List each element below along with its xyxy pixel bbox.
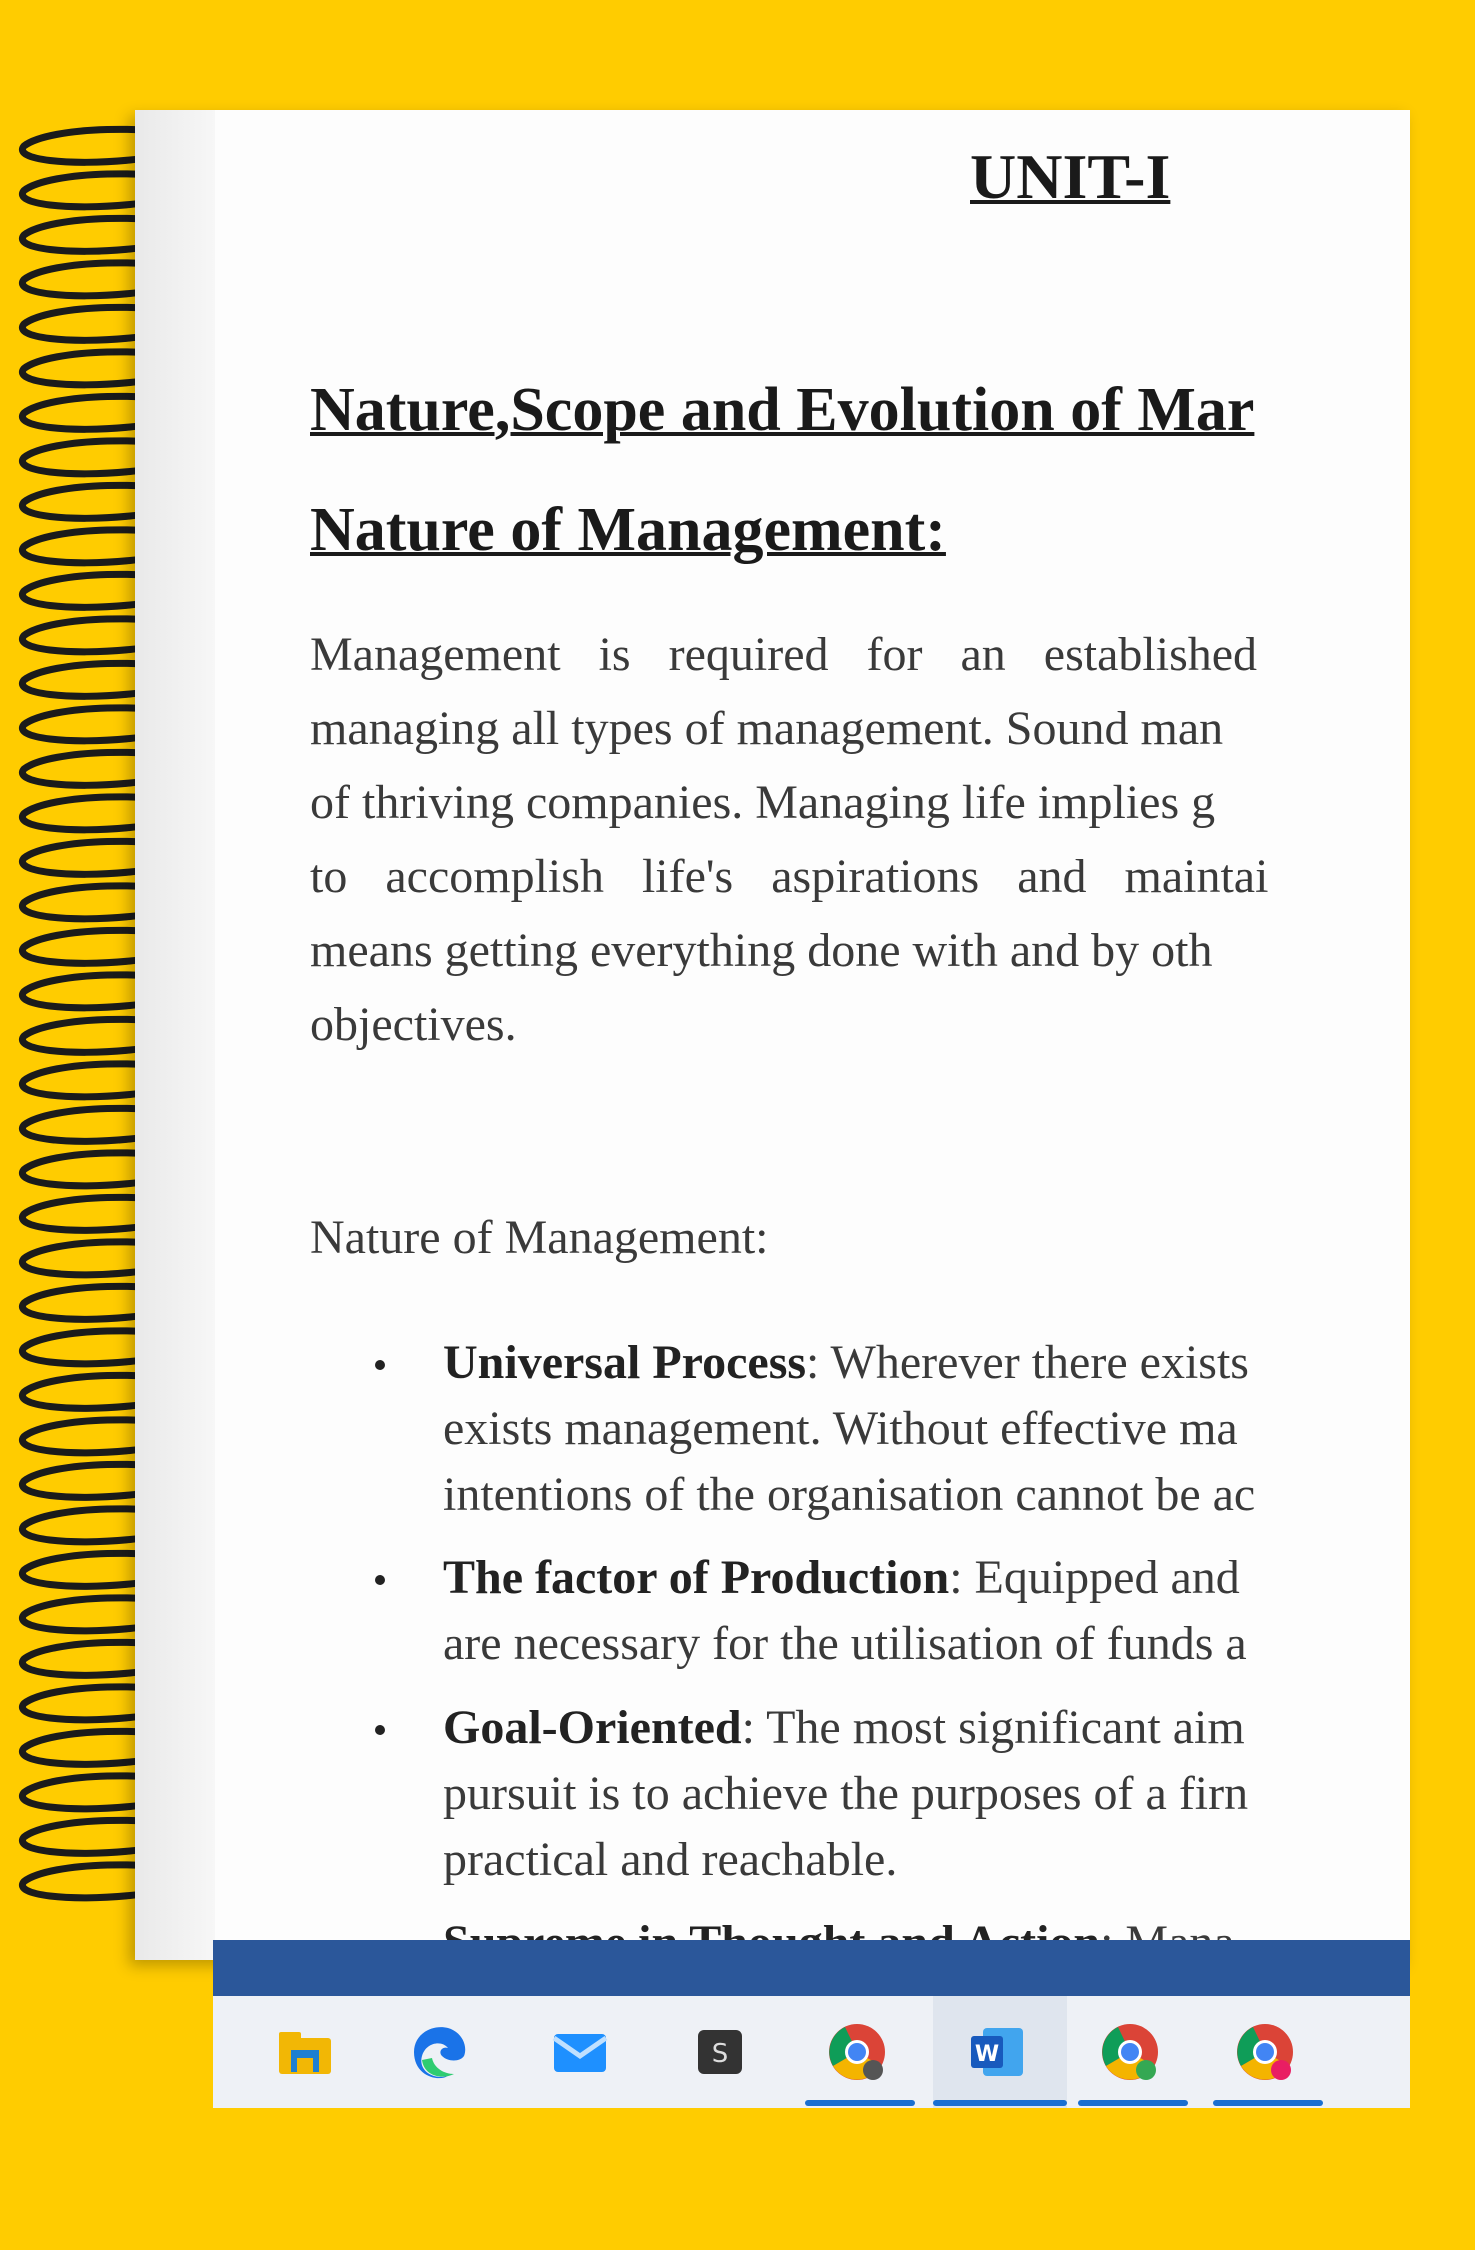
page-edge	[135, 110, 215, 1960]
bullet-text: practical and reachable.	[443, 1833, 898, 1886]
paragraph-line: managing all types of management. Sound man	[310, 702, 1224, 755]
bullet-dot	[375, 1725, 385, 1735]
paragraph-line: Management is required for an established	[310, 628, 1258, 681]
bullet-term: Universal Process	[443, 1336, 807, 1389]
app-s-label: S	[711, 2039, 729, 2069]
taskbar	[213, 1996, 1410, 2108]
word-label: W	[974, 2042, 1000, 2067]
paragraph-line: objectives.	[310, 998, 517, 1051]
running-indicator	[805, 2100, 915, 2106]
bullet-text: intentions of the organisation cannot be ac	[443, 1468, 1256, 1521]
mail-icon[interactable]	[548, 2020, 612, 2084]
app-s-icon[interactable]	[688, 2020, 752, 2084]
running-indicator	[933, 2100, 1067, 2106]
bullet-dot	[375, 1360, 385, 1370]
list-intro: Nature of Management:	[310, 1211, 769, 1264]
chrome-icon[interactable]	[1233, 2020, 1297, 2084]
running-indicator	[1078, 2100, 1188, 2106]
bullet-text: pursuit is to achieve the purposes of a firn	[443, 1767, 1249, 1820]
bullet-term: Goal-Oriented	[443, 1701, 742, 1754]
document-content	[310, 130, 1410, 1940]
edge-icon[interactable]	[408, 2020, 472, 2084]
paragraph-line: of thriving companies. Managing life implies g	[310, 776, 1216, 829]
bullet-term: The factor of Production	[443, 1551, 950, 1604]
unit-title: UNIT-I	[970, 141, 1171, 212]
chrome-icon[interactable]	[825, 2020, 889, 2084]
main-heading: Nature,Scope and Evolution of Mar	[310, 376, 1255, 444]
bullet-text: : The most significant aim	[741, 1701, 1245, 1754]
bullet-text: exists management. Without effective ma	[443, 1402, 1238, 1455]
intro-paragraph	[310, 618, 1410, 1062]
window-status-bar	[213, 1940, 1410, 1996]
word-icon[interactable]	[965, 2020, 1029, 2084]
bullet-text: are necessary for the utilisation of funds a	[443, 1617, 1247, 1670]
bullet-text: : Wherever there exists	[806, 1336, 1249, 1389]
paragraph-line: means getting everything done with and by oth	[310, 924, 1213, 977]
sub-heading: Nature of Management:	[310, 496, 946, 564]
bullet-text: : Equipped and	[949, 1551, 1240, 1604]
bullet-dot	[375, 1575, 385, 1585]
file-explorer-icon[interactable]	[273, 2020, 337, 2084]
paragraph-line: to accomplish life's aspirations and maintai	[310, 850, 1269, 903]
chrome-icon[interactable]	[1098, 2020, 1162, 2084]
running-indicator	[1213, 2100, 1323, 2106]
